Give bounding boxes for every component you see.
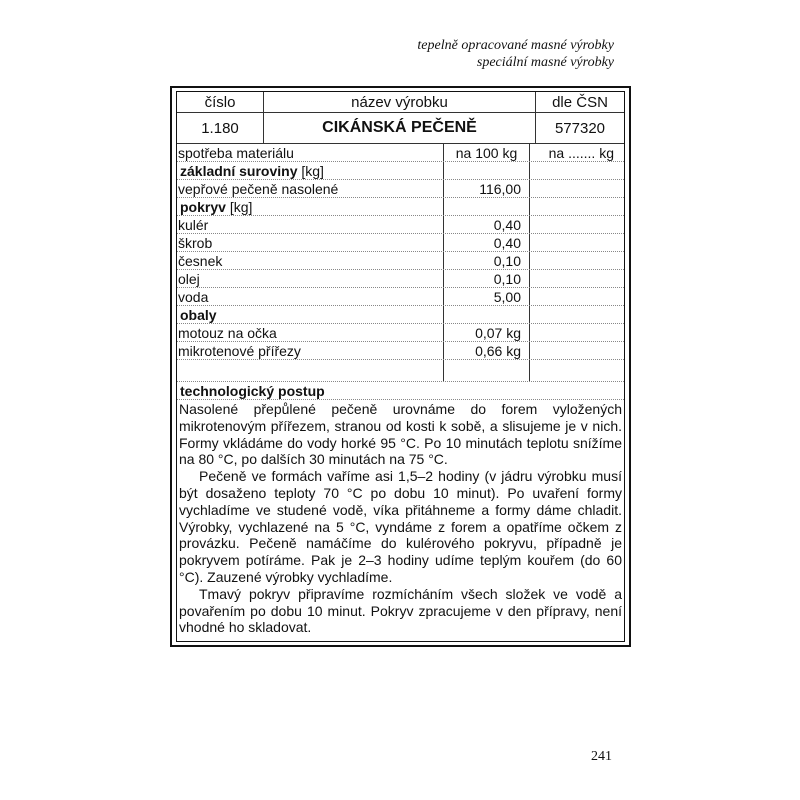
running-head-line-1: tepelně opracované masné výrobky xyxy=(417,38,614,53)
product-number: 1.180 xyxy=(177,113,264,143)
recipe-card xyxy=(176,91,625,642)
per-n-kg-label: na ....... kg xyxy=(529,144,624,161)
number-label: číslo xyxy=(177,92,264,112)
item-name: škrob xyxy=(178,234,213,251)
table-row xyxy=(177,288,624,306)
consumption-label: spotřeba materiálu xyxy=(178,144,294,161)
section-raw-materials xyxy=(177,162,624,180)
header-values-row xyxy=(177,113,624,144)
item-name: olej xyxy=(178,270,200,287)
running-head-line-2: speciální masné výrobky xyxy=(476,55,614,70)
technology-paragraph-2: Pečeně ve formách vaříme asi 1,5–2 hodiny (v jádru výrobku musí být dosaženo teploty 70 °C po dobu 10 minut). Po uvaření formy vychladíme ve studené vodě, víka přitáhneme a formy dáme chladit. Výrobky, vychlazené na 5 °C, vyndáme z forem a opatříme očkem z provázku. Pečeně namáčíme do kulérového pokryvu, případně je pokryvem potíráme. Pak je 2–3 hodiny udíme teplým kouřem (do 60 °C). Zauzené výrobky vychladíme. xyxy=(179,468,622,585)
item-qty: 0,40 xyxy=(443,216,529,233)
technology-title: technologický postup xyxy=(177,382,624,400)
technology-paragraph-3: Tmavý pokryv připravíme rozmícháním všech složek ve vodě a povařením po dobu 10 minut. Pokryv zpracujeme v den přípravy, není vhodné ho skladovat. xyxy=(179,585,622,636)
table-row xyxy=(177,324,624,342)
technology-text xyxy=(177,400,624,636)
item-name: kulér xyxy=(178,216,209,233)
item-name: vepřové pečeně nasolené xyxy=(178,180,339,197)
table-row xyxy=(177,342,624,360)
section-unit: [kg] xyxy=(229,198,253,215)
section-title: pokryv xyxy=(180,198,226,215)
section-title: základní suroviny xyxy=(180,162,298,179)
section-coating xyxy=(177,198,624,216)
table-row xyxy=(177,180,624,198)
item-name: mikrotenové přířezy xyxy=(178,342,301,359)
page-number: 241 xyxy=(591,749,612,764)
standard-label: dle ČSN xyxy=(552,93,608,111)
product-name: CIKÁNSKÁ PEČENĚ xyxy=(264,113,536,143)
item-qty: 116,00 xyxy=(443,180,529,197)
item-qty: 0,40 xyxy=(443,234,529,251)
item-name: voda xyxy=(178,288,209,305)
item-name: česnek xyxy=(178,252,223,269)
section-title: obaly xyxy=(180,306,217,323)
per-100kg-label: na 100 kg xyxy=(443,144,529,161)
consumption-header-row xyxy=(177,144,624,162)
technology-paragraph-1: Nasolené přepůlené pečeně urovnáme do forem vyložených mikrotenovým přířezem, stranou od kosti k sobě, a slisujeme je v nich. Formy vkládáme do vody horké 95 °C. Po 10 minutách teplotu snížíme na 80 °C, po dalších 30 minutách na 75 °C. xyxy=(179,401,622,468)
item-qty: 0,10 xyxy=(443,252,529,269)
table-row xyxy=(177,252,624,270)
materials-table xyxy=(177,144,624,382)
item-qty: 5,00 xyxy=(443,288,529,305)
table-row xyxy=(177,234,624,252)
table-row xyxy=(177,270,624,288)
standard-code: 577320 xyxy=(554,119,606,137)
table-row xyxy=(177,216,624,234)
product-name-label: název výrobku xyxy=(264,92,536,112)
item-qty: 0,10 xyxy=(443,270,529,287)
header-labels-row xyxy=(177,92,624,113)
running-head xyxy=(417,37,614,71)
item-qty: 0,66 kg xyxy=(443,342,529,359)
table-row-empty xyxy=(177,360,624,382)
section-unit: [kg] xyxy=(301,162,324,179)
item-name: motouz na očka xyxy=(178,324,277,341)
section-packaging xyxy=(177,306,624,324)
item-qty: 0,07 kg xyxy=(443,324,529,341)
